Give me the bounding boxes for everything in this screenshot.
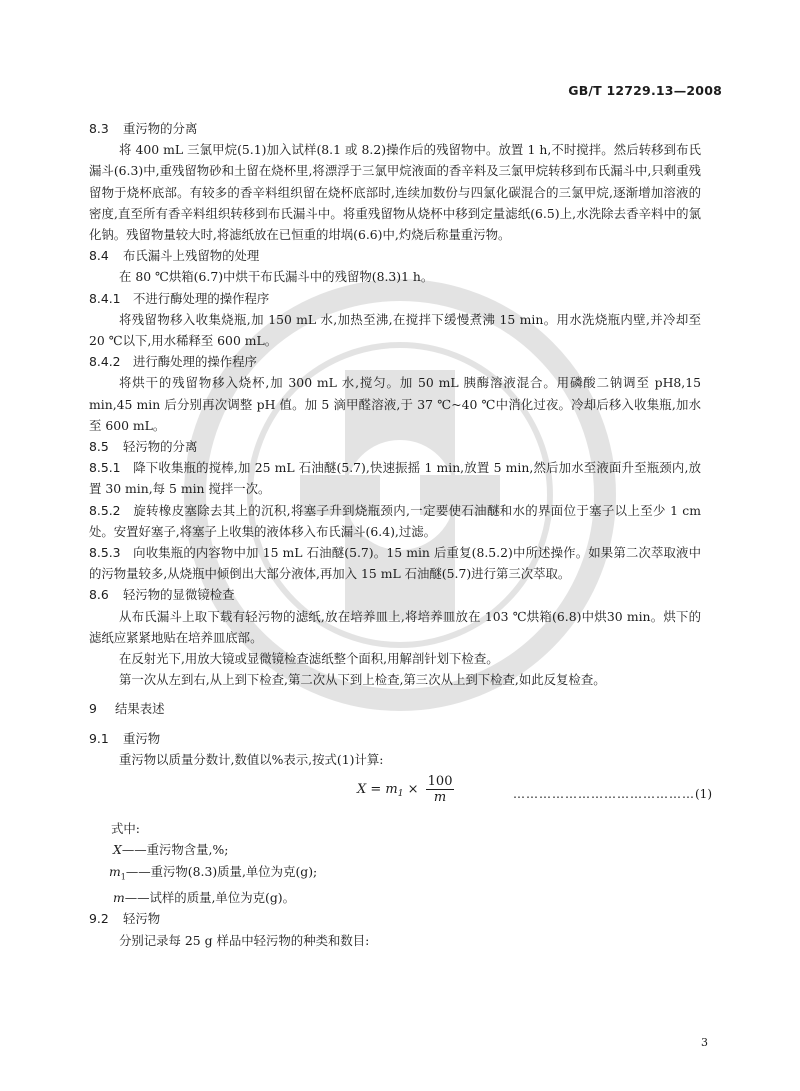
section-heading-9-1: 9.1 重污物 xyxy=(89,730,161,746)
formula-expression: $X = m_1$ × $\frac{100}{m}$ xyxy=(357,774,453,806)
section-heading-8-4-1: 8.4.1 不进行酶处理的操作程序 xyxy=(89,290,270,306)
paragraph-8-5-2: 8.5.2 旋转橡皮塞除去其上的沉积,将塞子升到烧瓶颈内,一定要使石油醚和水的界面位于塞子以上至少 1 cm 处。安置好塞子,将塞子上收集的液体移入布氏漏斗(6.4),过滤。 xyxy=(89,502,701,539)
paragraph-8-5-1: 8.5.1 降下收集瓶的搅棒,加 25 mL 石油醚(5.7),快速振摇 1 min,放置 5 min,然后加水至液面升至瓶颈内,放置 30 min,每 5 min 搅拌一次。 xyxy=(89,460,701,497)
section-heading-8-4: 8.4 布氏漏斗上残留物的处理 xyxy=(89,248,260,264)
definition-m: m——试样的质量,单位为克(g)。 xyxy=(113,890,295,906)
paragraph-9-1: 重污物以质量分数计,数值以%表示,按式(1)计算: xyxy=(119,751,384,767)
definition-x: X——重污物含量,%; xyxy=(113,842,229,858)
paragraph-8-4-1: 将残留物移入收集烧瓶,加 150 mL 水,加热至沸,在搅拌下缓慢煮沸 15 min。用水洗烧瓶内壁,并冷却至 20 ℃以下,用水稀释至 600 mL。 xyxy=(89,311,701,349)
formula-1 xyxy=(89,772,712,812)
equation-number: ……………………………………(1) xyxy=(513,787,712,802)
paragraph-8-6-b: 在反射光下,用放大镜或显微镜检查滤纸整个面积,用解剖针划下检查。 xyxy=(119,651,499,667)
paragraph-8-4: 在 80 ℃烘箱(6.7)中烘干布氏漏斗中的残留物(8.3)1 h。 xyxy=(119,269,434,285)
paragraph-9-2: 分别记录每 25 g 样品中轻污物的种类和数目: xyxy=(119,932,370,948)
section-heading-8-6: 8.6 轻污物的显微镜检查 xyxy=(89,587,235,603)
document-body xyxy=(89,118,712,951)
section-heading-8-3: 8.3 重污物的分离 xyxy=(89,121,198,136)
definition-m1: $m_1——$重污物(8.3)质量,单位为克(g); xyxy=(109,863,318,881)
section-heading-9-2: 9.2 轻污物 xyxy=(89,911,161,927)
standard-number: GB/T 12729.13—2008 xyxy=(568,83,722,98)
paragraph-8-6-a: 从布氏漏斗上取下载有轻污物的滤纸,放在培养皿上,将培养皿放在 103 ℃烘箱(6.8)中烘30 min。烘下的滤纸应紧紧地贴在培养皿底部。 xyxy=(89,608,701,645)
paragraph-8-6-c: 第一次从左到右,从上到下检查,第二次从下到上检查,第三次从上到下检查,如此反复检查。 xyxy=(119,672,606,688)
section-heading-8-5: 8.5 轻污物的分离 xyxy=(89,439,198,455)
section-heading-9: 9 结果表述 xyxy=(89,701,165,717)
paragraph-8-3: 将 400 mL 三氯甲烷(5.1)加入试样(8.1 或 8.2)操作后的残留物中。放置 1 h,不时搅拌。然后转移到布氏漏斗(6.3)中,重残留物砂和土留在烧杯里,将漂浮于三氯甲烷液面的香辛料及三氯甲烷转移到布氏漏斗中,只剩重残留物于烧杯底部。有较多的香辛料组织留在烧杯底部时,连续加数份与四氯化碳混合的三氯甲烷,逐渐增加溶液的密度,直至所有香辛料组织转移到布氏漏斗中。将重残留物从烧杯中移到定量滤纸(6.5)上,水洗除去香辛料中的氯化钠。残留物量较大时,将滤纸放在已恒重的坩埚(6.6)中,灼烧后称量重污物。 xyxy=(89,142,701,243)
section-heading-8-4-2: 8.4.2 进行酶处理的操作程序 xyxy=(89,354,257,370)
page-number: 3 xyxy=(701,1036,708,1049)
paragraph-8-5-3: 8.5.3 向收集瓶的内容物中加 15 mL 石油醚(5.7)。15 min 后重复(8.5.2)中所述操作。如果第二次萃取液中的污物量较多,从烧瓶中倾倒出大部分液体,再加入 15 mL 石油醚(5.7)进行第三次萃取。 xyxy=(89,545,701,582)
paragraph-8-4-2: 将烘干的残留物移入烧杯,加 300 mL 水,搅匀。加 50 mL 胰酶溶液混合。用磷酸二钠调至 pH8,15 min,45 min 后分别再次调整 pH 值。加 5 滴甲醛溶液,于 37 ℃~40 ℃中消化过夜。冷却后移入收集瓶,加水至 600 mL。 xyxy=(89,375,701,433)
where-label: 式中: xyxy=(111,821,140,837)
